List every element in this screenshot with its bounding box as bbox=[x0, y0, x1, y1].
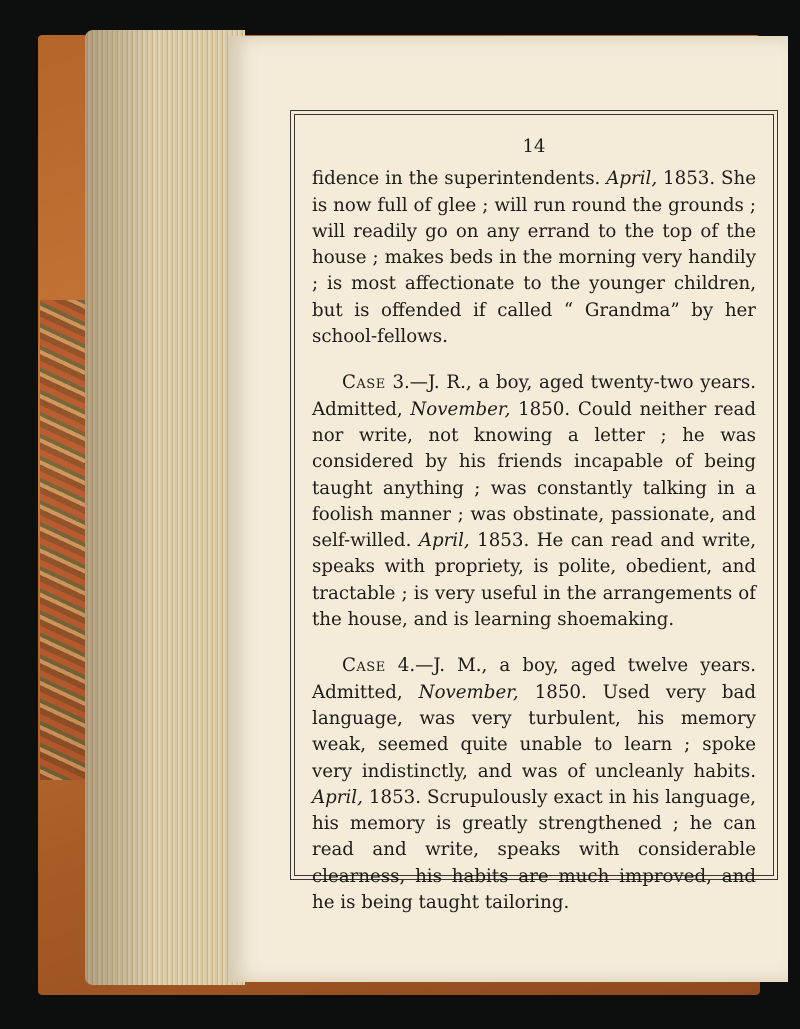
italic-date: April, bbox=[606, 168, 658, 190]
text-run: 1853. She is now full of glee ; will run round the grounds ; will readily go on any errand to the top of the house ; makes beds in the morning very handily ; is most affectionate to the younger children, but is offended if called “ Grandma” by her school-fellows. bbox=[312, 168, 756, 348]
text-run: 1850. Used very bad language, was very turbulent, his memory weak, seemed quite unable to learn ; spoke very indistinctly, and was of uncleanly habits. bbox=[312, 681, 756, 782]
page-number: 14 bbox=[522, 136, 546, 157]
paragraph bbox=[312, 370, 756, 633]
text-run: 1853. He can read and write, speaks with propriety, is polite, obedient, and tractable ; is very useful in the arrangements of the house, and is learning shoemaking. bbox=[312, 530, 756, 631]
italic-date: April, bbox=[418, 530, 470, 552]
case-heading: Case bbox=[342, 372, 386, 394]
paragraph bbox=[312, 166, 756, 350]
text-run: fidence in the superintendents. bbox=[312, 168, 607, 190]
text-run: 1850. Could neither read nor write, not knowing a letter ; he was considered by his friends incapable of being taught anything ; was constantly talking in a foolish manner ; was obstinate, passionate, and self-willed. bbox=[312, 398, 756, 552]
text-run: 4.—J. M., a boy, aged twelve years. Admitted, bbox=[312, 655, 756, 703]
page-edges-shadow bbox=[85, 30, 155, 985]
text-run: 1853. Scrupulously exact in his language, his memory is greatly strengthened ; he can read and write, speaks with considerable clearness, his habits are much improved, and he is being taught tailoring. bbox=[312, 786, 756, 914]
paragraph bbox=[312, 653, 756, 916]
text-run: 3.—J. R., a boy, aged twenty-two years. Admitted, bbox=[312, 372, 756, 420]
paragraphs bbox=[312, 166, 756, 916]
case-heading: Case bbox=[342, 655, 386, 677]
italic-date: April, bbox=[312, 786, 363, 808]
italic-date: November, bbox=[410, 398, 511, 420]
italic-date: November, bbox=[418, 681, 519, 703]
page-text bbox=[312, 134, 756, 916]
